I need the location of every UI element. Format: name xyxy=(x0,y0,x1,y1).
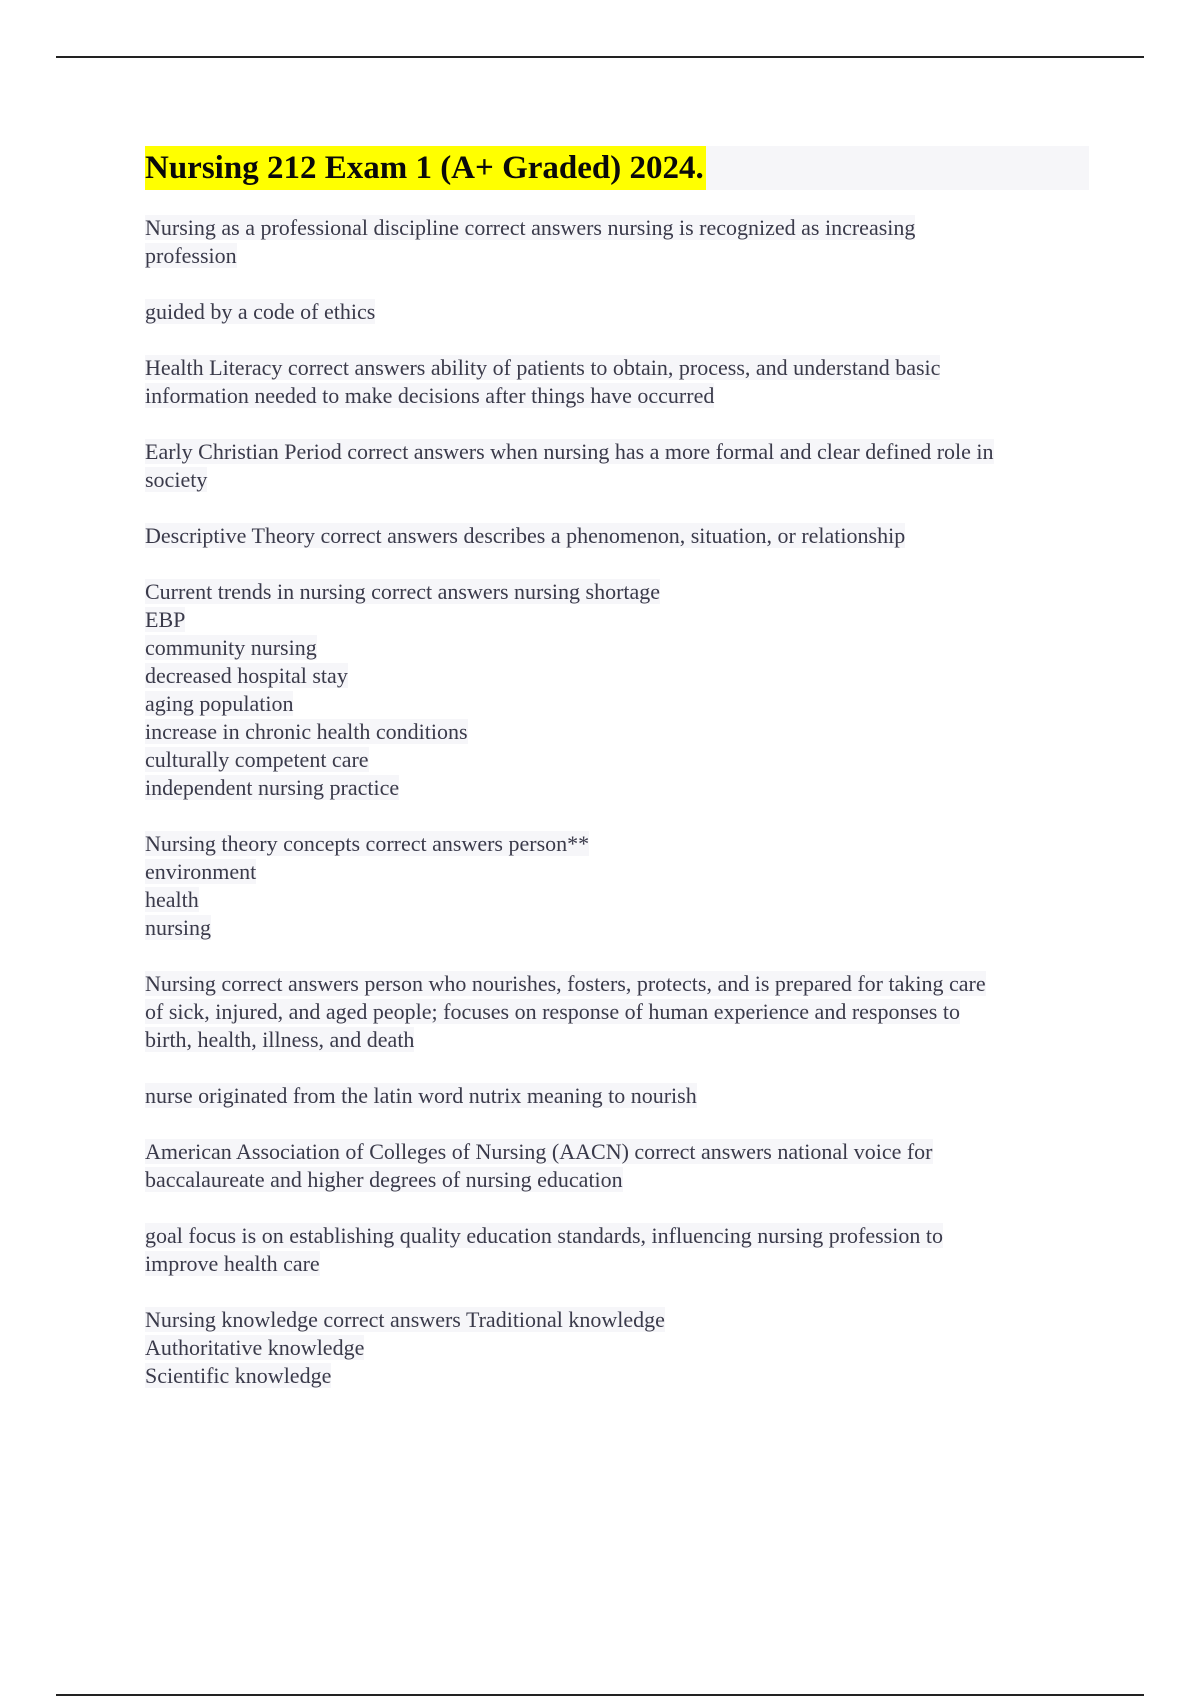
paragraph-line xyxy=(145,718,1089,746)
qa-paragraph xyxy=(145,830,1089,942)
paragraph-line xyxy=(145,522,1089,550)
line-text: independent nursing practice xyxy=(145,775,400,800)
qa-paragraph xyxy=(145,354,1089,410)
line-text: Nursing as a professional discipline correct answers nursing is recognized as increasing xyxy=(145,215,916,240)
qa-paragraph xyxy=(145,1082,1089,1110)
paragraph-line xyxy=(145,298,1089,326)
line-text: of sick, injured, and aged people; focuses on response of human experience and responses to xyxy=(145,999,960,1024)
paragraph-line xyxy=(145,466,1089,494)
paragraph-line xyxy=(145,1082,1089,1110)
document-body xyxy=(145,214,1089,1390)
line-text: Descriptive Theory correct answers describes a phenomenon, situation, or relationship xyxy=(145,523,906,548)
qa-paragraph xyxy=(145,438,1089,494)
line-text: improve health care xyxy=(145,1251,320,1276)
paragraph-line xyxy=(145,578,1089,606)
line-text: American Association of Colleges of Nursing (AACN) correct answers national voice for xyxy=(145,1139,933,1164)
paragraph-line xyxy=(145,1334,1089,1362)
top-rule xyxy=(56,56,1144,58)
line-text: health xyxy=(145,887,199,912)
line-text: increase in chronic health conditions xyxy=(145,719,468,744)
paragraph-line xyxy=(145,1222,1089,1250)
line-text: environment xyxy=(145,859,257,884)
paragraph-line xyxy=(145,354,1089,382)
line-text: EBP xyxy=(145,607,186,632)
paragraph-line xyxy=(145,970,1089,998)
qa-paragraph xyxy=(145,970,1089,1054)
line-text: Nursing correct answers person who nourishes, fosters, protects, and is prepared for taking care xyxy=(145,971,986,996)
line-text: culturally competent care xyxy=(145,747,369,772)
line-text: Scientific knowledge xyxy=(145,1363,332,1388)
line-text: nursing xyxy=(145,915,211,940)
line-text: nurse originated from the latin word nutrix meaning to nourish xyxy=(145,1083,697,1108)
paragraph-line xyxy=(145,1166,1089,1194)
bottom-rule xyxy=(56,1694,1144,1696)
line-text: goal focus is on establishing quality education standards, influencing nursing profession to xyxy=(145,1223,943,1248)
line-text: Authoritative knowledge xyxy=(145,1335,365,1360)
paragraph-line xyxy=(145,662,1089,690)
line-text: Nursing theory concepts correct answers person** xyxy=(145,831,590,856)
paragraph-line xyxy=(145,634,1089,662)
qa-paragraph xyxy=(145,1222,1089,1278)
line-text: aging population xyxy=(145,691,294,716)
paragraph-line xyxy=(145,214,1089,242)
line-text: decreased hospital stay xyxy=(145,663,348,688)
paragraph-line xyxy=(145,746,1089,774)
line-text: community nursing xyxy=(145,635,317,660)
line-text: Current trends in nursing correct answers nursing shortage xyxy=(145,579,661,604)
paragraph-line xyxy=(145,438,1089,466)
document-content xyxy=(145,146,1089,1418)
line-text: society xyxy=(145,467,208,492)
paragraph-line xyxy=(145,1306,1089,1334)
line-text: Health Literacy correct answers ability of patients to obtain, process, and understand basic xyxy=(145,355,941,380)
qa-paragraph xyxy=(145,1138,1089,1194)
paragraph-line xyxy=(145,1026,1089,1054)
line-text: baccalaureate and higher degrees of nursing education xyxy=(145,1167,623,1192)
qa-paragraph xyxy=(145,578,1089,802)
paragraph-line xyxy=(145,690,1089,718)
paragraph-line xyxy=(145,1138,1089,1166)
paragraph-line xyxy=(145,774,1089,802)
document-title: Nursing 212 Exam 1 (A+ Graded) 2024. xyxy=(145,146,706,190)
title-band xyxy=(145,146,1089,190)
line-text: profession xyxy=(145,243,237,268)
paragraph-line xyxy=(145,382,1089,410)
paragraph-line xyxy=(145,606,1089,634)
paragraph-line xyxy=(145,998,1089,1026)
line-text: birth, health, illness, and death xyxy=(145,1027,415,1052)
qa-paragraph xyxy=(145,298,1089,326)
paragraph-line xyxy=(145,886,1089,914)
qa-paragraph xyxy=(145,214,1089,270)
qa-paragraph xyxy=(145,1306,1089,1390)
paragraph-line xyxy=(145,1250,1089,1278)
line-text: Nursing knowledge correct answers Traditional knowledge xyxy=(145,1307,665,1332)
paragraph-line xyxy=(145,1362,1089,1390)
paragraph-line xyxy=(145,830,1089,858)
paragraph-line xyxy=(145,858,1089,886)
line-text: guided by a code of ethics xyxy=(145,299,376,324)
paragraph-line xyxy=(145,242,1089,270)
line-text: Early Christian Period correct answers when nursing has a more formal and clear defined role in xyxy=(145,439,994,464)
paragraph-line xyxy=(145,914,1089,942)
line-text: information needed to make decisions after things have occurred xyxy=(145,383,715,408)
qa-paragraph xyxy=(145,522,1089,550)
